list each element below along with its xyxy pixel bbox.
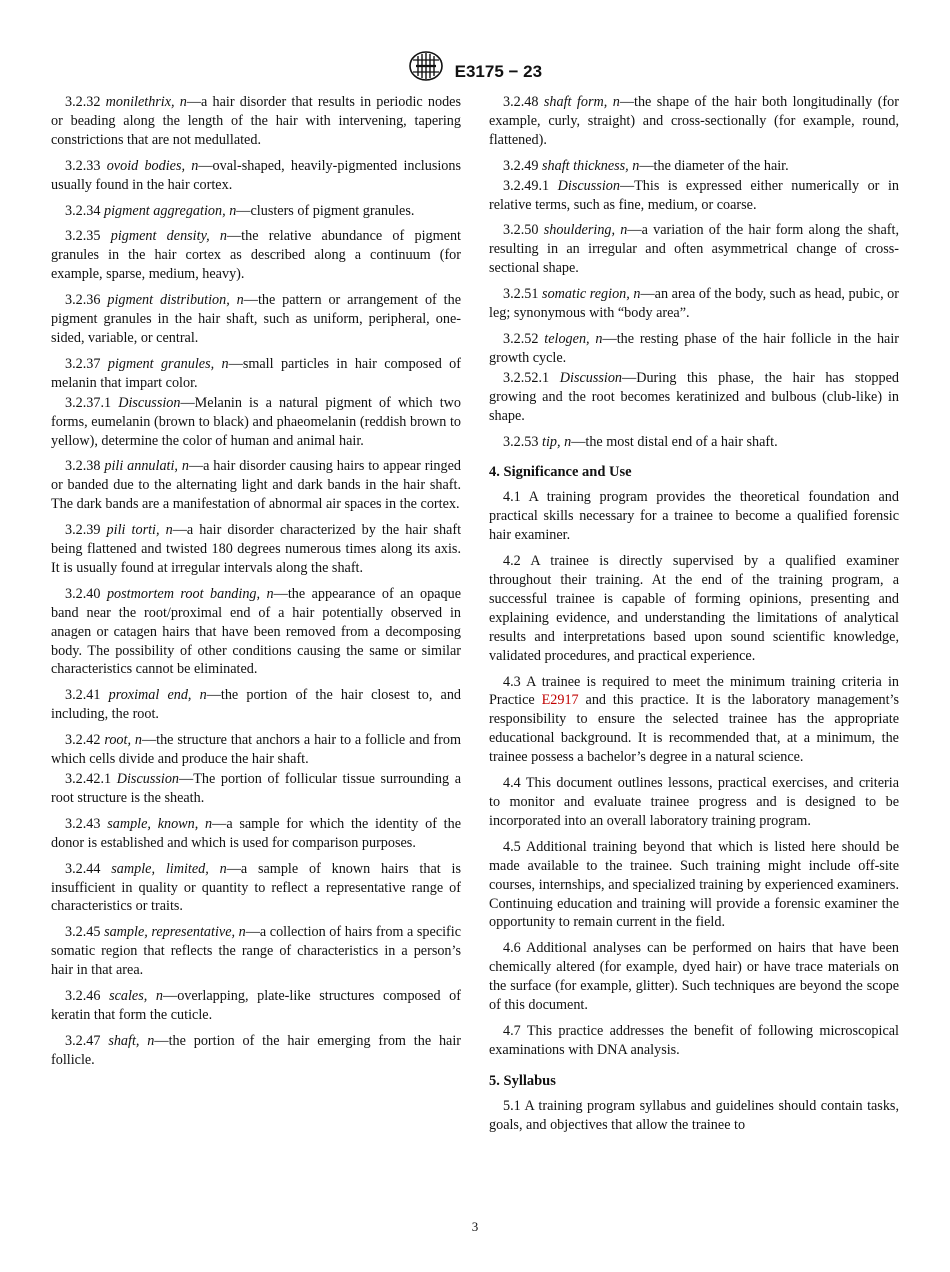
definition: 3.2.53 tip, n—the most distal end of a hair shaft. <box>503 433 778 450</box>
paragraph: 4.2 A trainee is directly supervised by a qualified examiner throughout their training. At the end of the training program, a successful trainee is capable of forming opinions, presenting and explaining evidence, and understanding the limitations of analytical results and interpretations based upon sound scientific knowledge, validated procedures, and practical experience. <box>489 553 899 664</box>
discussion: 3.2.49.1 Discussion—This is expressed either numerically or in relative terms, such as fine, medium, or coarse. <box>489 177 899 213</box>
definition: 3.2.47 shaft, n—the portion of the hair emerging from the hair follicle. <box>51 1032 462 1068</box>
astm-logo-icon <box>408 50 444 94</box>
paragraph: 4.1 A training program provides the theoretical foundation and practical skills necessary for a trainee to become a qualified forensic hair examiner. <box>489 489 899 544</box>
definition: 3.2.38 pili annulati, n—a hair disorder causing hairs to appear ringed or banded due to the alternating light and dark bands in the hair shaft. The dark bands are a manifestation of abnormal air spaces in the cortex. <box>51 458 462 513</box>
discussion: 3.2.42.1 Discussion—The portion of follicular tissue surrounding a root structure is the sheath. <box>51 771 461 806</box>
definition: 3.2.45 sample, representative, n—a collection of hairs from a specific somatic region that reflects the range of characteristics in a person’s hair in that area. <box>51 924 462 979</box>
definition: 3.2.48 shaft form, n—the shape of the hair both longitudinally (for example, curly, straight) and cross-sectionally (for example, round, flattened). <box>489 94 899 148</box>
page-number: 3 <box>471 1219 479 1234</box>
section-heading: 5. Syllabus <box>489 1072 556 1089</box>
definition: 3.2.51 somatic region, n—an area of the body, such as head, pubic, or leg; synonymous with “body area”. <box>489 286 899 322</box>
discussion: 3.2.37.1 Discussion—Melanin is a natural pigment of which two forms, eumelanin (brown to black) and phaeomelanin (reddish brown to yellow), determine the color of human and animal hair. <box>51 394 461 449</box>
definition: 3.2.33 ovoid bodies, n—oval-shaped, heavily-pigmented inclusions usually found in the hair cortex. <box>51 157 462 193</box>
definition: 3.2.46 scales, n—overlapping, plate-like structures composed of keratin that form the cuticle. <box>51 988 461 1023</box>
definition: 3.2.34 pigment aggregation, n—clusters of pigment granules. <box>65 202 415 219</box>
discussion: 3.2.52.1 Discussion—During this phase, the hair has stopped growing and the root becomes keratinized and bulbous (club-like) in shape. <box>489 369 900 424</box>
definition: 3.2.36 pigment distribution, n—the pattern or arrangement of the pigment granules in the hair shaft, such as uniform, peripheral, one-sided, variable, or central. <box>51 292 462 346</box>
paragraph: 4.6 Additional analyses can be performed on hairs that have been chemically altered (for example, dyed hair) or have trace materials on the surface (for example, glitter). Such techniques are beyond the scope of this document. <box>489 940 899 1014</box>
paragraph: 4.4 This document outlines lessons, practical exercises, and criteria to monitor and evaluate trainee progress and is designed to be incorporated into an overall laboratory training program. <box>489 775 899 829</box>
definition: 3.2.35 pigment density, n—the relative abundance of pigment granules in the hair cortex as described along a continuum (for example, sparse, medium, heavy). <box>51 228 461 283</box>
document-designation: E3175 − 23 <box>454 62 543 81</box>
definition: 3.2.44 sample, limited, n—a sample of known hairs that is insufficient in quality or quantity to reflect a representative range of characteristics or traits. <box>51 860 461 915</box>
paragraph: 4.7 This practice addresses the benefit of following microscopical examinations with DNA analysis. <box>489 1022 899 1058</box>
paragraph: 4.5 Additional training beyond that which is listed here should be made available to the trainee. Such training might include off-site courses, internships, and specialized training by experienced examiners. Continuing education and training will provide a forensic examiner the opportunity to remain current in the field. <box>489 838 899 931</box>
definition: 3.2.40 postmortem root banding, n—the appearance of an opaque band near the root/proximal end of a hair potentially observed in anagen or catagen hairs that have been removed from a decomposing body. The possibility of other conditions causing the same or similar characteristics cannot be eliminated. <box>51 585 462 678</box>
right-column <box>489 93 899 1142</box>
definition: 3.2.42 root, n—the structure that anchors a hair to a follicle and from which cells divide and produce the hair shaft. <box>51 732 462 768</box>
definition: 3.2.37 pigment granules, n—small particles in hair composed of melanin that impart color. <box>51 355 461 391</box>
reference-link-e2917[interactable]: E2917 <box>541 692 579 709</box>
definition: 3.2.52 telogen, n—the resting phase of the hair follicle in the hair growth cycle. <box>489 330 900 366</box>
paragraph: 4.3 A trainee is required to meet the minimum training criteria in Practice E2917 and this practice. It is the laboratory management’s responsibility to ensure the selected trainee has the appropriate educational background. It is recommended that, at a minimum, the trainee possess a bachelor’s degree in a natural science. <box>489 673 899 766</box>
definition: 3.2.49 shaft thickness, n—the diameter of the hair. <box>503 157 789 174</box>
section-heading: 4. Significance and Use <box>489 464 632 481</box>
definition: 3.2.50 shouldering, n—a variation of the hair form along the shaft, resulting in an irregular and often asymmetrical change of cross-sectional shape. <box>489 222 899 277</box>
definition: 3.2.39 pili torti, n—a hair disorder characterized by the hair shaft being flattened and twisted 180 degrees numerous times along its axis. It is usually found at irregular intervals along the shaft. <box>51 522 462 576</box>
definition: 3.2.43 sample, known, n—a sample for which the identity of the donor is established and which is used for comparison purposes. <box>51 815 462 851</box>
page-header <box>0 50 950 94</box>
definition: 3.2.32 monilethrix, n—a hair disorder that results in periodic nodes or beading along the length of the hair with intervening, tapering constrictions that are not medullated. <box>51 94 461 148</box>
paragraph: 5.1 A training program syllabus and guidelines should contain tasks, goals, and objectives that allow the trainee to <box>489 1097 899 1133</box>
left-column <box>51 93 461 1077</box>
definition: 3.2.41 proximal end, n—the portion of the hair closest to, and including, the root. <box>51 687 462 723</box>
